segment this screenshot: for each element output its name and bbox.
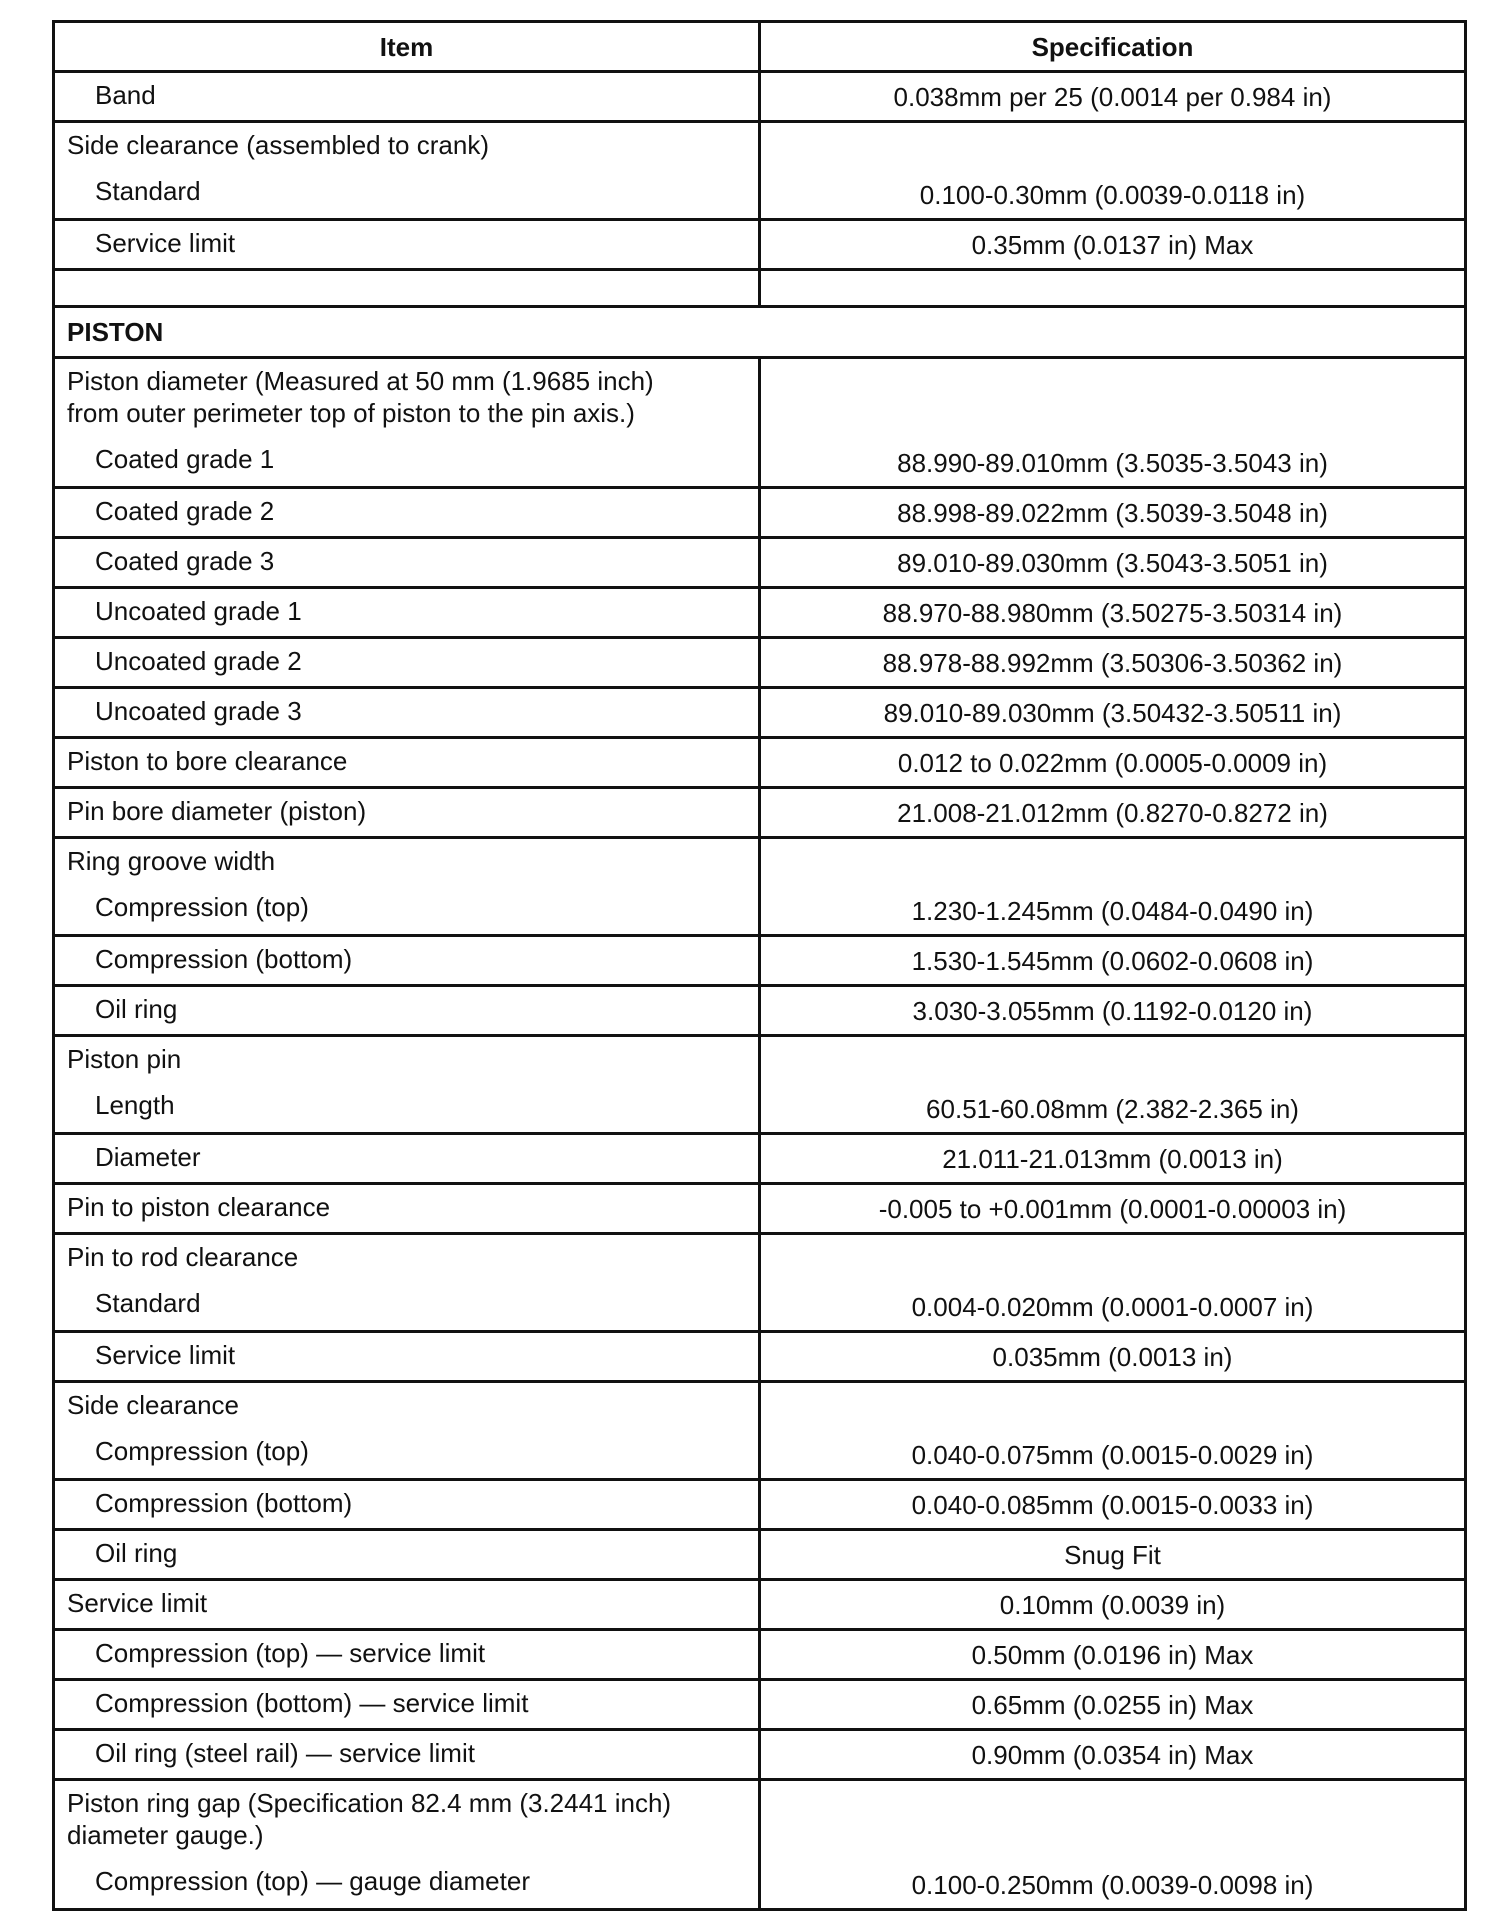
- spec-cell: 89.010-89.030mm (3.5043-3.5051 in): [760, 538, 1466, 588]
- item-cell: Compression (bottom) — service limit: [54, 1680, 760, 1730]
- item-label: Compression (top) — gauge diameter: [95, 1866, 530, 1896]
- empty-cell: [54, 270, 760, 307]
- spec-cell: 0.65mm (0.0255 in) Max: [760, 1680, 1466, 1730]
- item-cell: Coated grade 3: [54, 538, 760, 588]
- table-row: [54, 488, 1466, 538]
- table-row-empty: [54, 270, 1466, 307]
- table-row: [54, 1332, 1466, 1382]
- spec-cell: 1.230-1.245mm (0.0484-0.0490 in): [760, 838, 1466, 936]
- spec-cell: 0.012 to 0.022mm (0.0005-0.0009 in): [760, 738, 1466, 788]
- spec-cell: 0.035mm (0.0013 in): [760, 1332, 1466, 1382]
- group-label: Piston diameter (Measured at 50 mm (1.9685 inch): [67, 366, 654, 396]
- item-cell: [54, 1780, 760, 1910]
- table-row: [54, 738, 1466, 788]
- group-label: Ring groove width: [67, 846, 276, 876]
- table-row: [54, 1382, 1466, 1480]
- item-cell: Uncoated grade 1: [54, 588, 760, 638]
- spec-cell: 0.50mm (0.0196 in) Max: [760, 1630, 1466, 1680]
- item-label: Compression (top): [95, 1436, 309, 1466]
- item-cell: Oil ring: [54, 1530, 760, 1580]
- group-label: Side clearance (assembled to crank): [67, 130, 489, 160]
- item-cell: Service limit: [54, 1332, 760, 1382]
- item-cell: Diameter: [54, 1134, 760, 1184]
- item-cell: Compression (bottom): [54, 936, 760, 986]
- section-heading: PISTON: [54, 307, 1466, 358]
- table-row: [54, 688, 1466, 738]
- item-cell: Coated grade 2: [54, 488, 760, 538]
- spec-cell: 0.100-0.250mm (0.0039-0.0098 in): [760, 1780, 1466, 1910]
- spec-table: [52, 20, 1467, 1911]
- spec-cell: 0.10mm (0.0039 in): [760, 1580, 1466, 1630]
- spec-cell: 0.038mm per 25 (0.0014 per 0.984 in): [760, 72, 1466, 122]
- table-row: [54, 72, 1466, 122]
- item-label: Coated grade 1: [95, 444, 275, 474]
- item-cell: Band: [54, 72, 760, 122]
- header-item: Item: [54, 22, 760, 72]
- table-row: [54, 1730, 1466, 1780]
- table-row: [54, 788, 1466, 838]
- table-row: [54, 588, 1466, 638]
- spec-cell: 0.040-0.085mm (0.0015-0.0033 in): [760, 1480, 1466, 1530]
- item-cell: Oil ring: [54, 986, 760, 1036]
- item-cell: Uncoated grade 2: [54, 638, 760, 688]
- group-label: Piston pin: [67, 1044, 182, 1074]
- item-cell: Compression (top) — service limit: [54, 1630, 760, 1680]
- item-cell: [54, 358, 760, 488]
- item-label: Standard: [95, 176, 201, 206]
- item-cell: Uncoated grade 3: [54, 688, 760, 738]
- group-label: Pin to rod clearance: [67, 1242, 299, 1272]
- group-label-continued: from outer perimeter top of piston to the pin axis.): [67, 398, 635, 428]
- header-specification: Specification: [760, 22, 1466, 72]
- group-label-continued: diameter gauge.): [67, 1820, 264, 1850]
- table-row: [54, 1580, 1466, 1630]
- section-row: [54, 307, 1466, 358]
- item-cell: [54, 1036, 760, 1134]
- item-cell: Service limit: [54, 1580, 760, 1630]
- table-row: [54, 1134, 1466, 1184]
- empty-cell: [760, 270, 1466, 307]
- table-row: [54, 838, 1466, 936]
- spec-cell: 89.010-89.030mm (3.50432-3.50511 in): [760, 688, 1466, 738]
- table-row: [54, 1530, 1466, 1580]
- spec-cell: -0.005 to +0.001mm (0.0001-0.00003 in): [760, 1184, 1466, 1234]
- item-label: Standard: [95, 1288, 201, 1318]
- table-row: [54, 122, 1466, 220]
- item-cell: Oil ring (steel rail) — service limit: [54, 1730, 760, 1780]
- spec-cell: 88.998-89.022mm (3.5039-3.5048 in): [760, 488, 1466, 538]
- spec-cell: 88.970-88.980mm (3.50275-3.50314 in): [760, 588, 1466, 638]
- item-cell: [54, 122, 760, 220]
- spec-cell: 88.978-88.992mm (3.50306-3.50362 in): [760, 638, 1466, 688]
- item-cell: Pin to piston clearance: [54, 1184, 760, 1234]
- item-cell: Service limit: [54, 220, 760, 270]
- table-row: [54, 936, 1466, 986]
- group-label: Side clearance: [67, 1390, 239, 1420]
- table-row: [54, 986, 1466, 1036]
- group-label: Piston ring gap (Specification 82.4 mm (3.2441 inch): [67, 1788, 672, 1818]
- table-row: [54, 358, 1466, 488]
- item-cell: [54, 838, 760, 936]
- spec-cell: 60.51-60.08mm (2.382-2.365 in): [760, 1036, 1466, 1134]
- table-row: [54, 1780, 1466, 1910]
- spec-cell: 0.35mm (0.0137 in) Max: [760, 220, 1466, 270]
- table-row: [54, 1480, 1466, 1530]
- item-cell: Piston to bore clearance: [54, 738, 760, 788]
- spec-cell: 21.008-21.012mm (0.8270-0.8272 in): [760, 788, 1466, 838]
- table-row: [54, 1630, 1466, 1680]
- item-cell: Pin bore diameter (piston): [54, 788, 760, 838]
- table-row: [54, 638, 1466, 688]
- table-row: [54, 1036, 1466, 1134]
- item-cell: [54, 1234, 760, 1332]
- spec-cell: Snug Fit: [760, 1530, 1466, 1580]
- spec-cell: 21.011-21.013mm (0.0013 in): [760, 1134, 1466, 1184]
- table-row: [54, 1680, 1466, 1730]
- item-label: Compression (top): [95, 892, 309, 922]
- spec-cell: 3.030-3.055mm (0.1192-0.0120 in): [760, 986, 1466, 1036]
- spec-cell: 0.040-0.075mm (0.0015-0.0029 in): [760, 1382, 1466, 1480]
- item-cell: Compression (bottom): [54, 1480, 760, 1530]
- table-row: [54, 1234, 1466, 1332]
- spec-cell: 88.990-89.010mm (3.5035-3.5043 in): [760, 358, 1466, 488]
- table-row: [54, 220, 1466, 270]
- item-cell: [54, 1382, 760, 1480]
- table-header-row: [54, 22, 1466, 72]
- spec-cell: 0.004-0.020mm (0.0001-0.0007 in): [760, 1234, 1466, 1332]
- spec-cell: 0.100-0.30mm (0.0039-0.0118 in): [760, 122, 1466, 220]
- spec-cell: 1.530-1.545mm (0.0602-0.0608 in): [760, 936, 1466, 986]
- spec-cell: 0.90mm (0.0354 in) Max: [760, 1730, 1466, 1780]
- item-label: Length: [95, 1090, 175, 1120]
- table-row: [54, 1184, 1466, 1234]
- table-row: [54, 538, 1466, 588]
